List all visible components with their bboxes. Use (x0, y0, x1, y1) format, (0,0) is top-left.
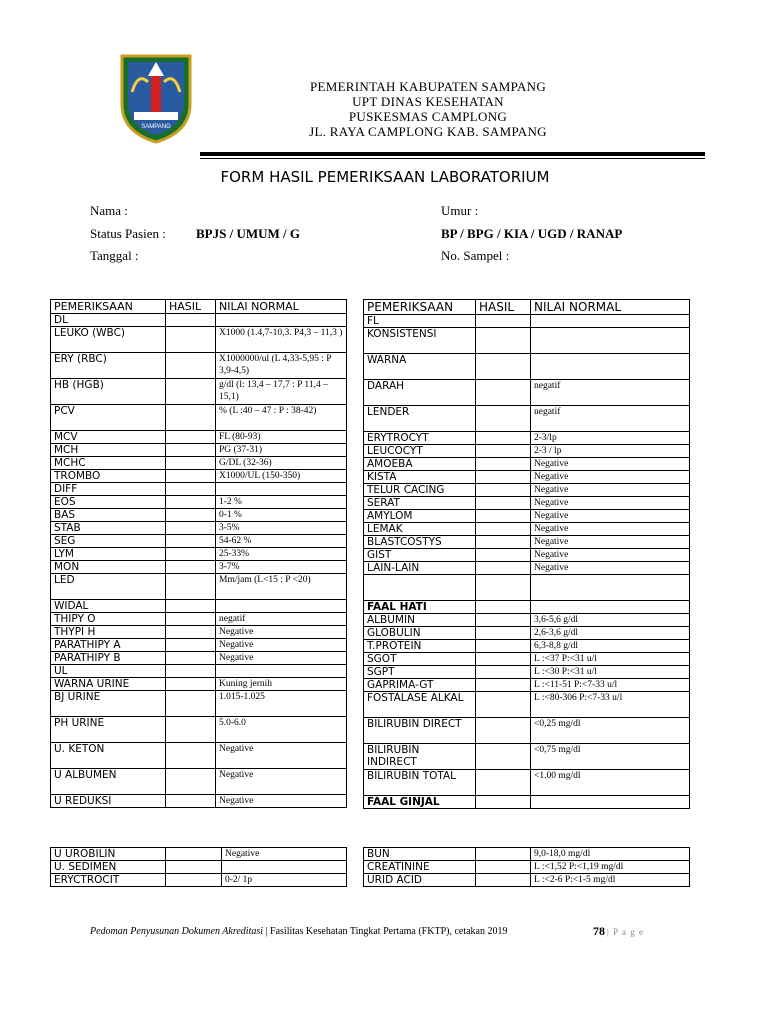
left-bottom-cell-pemeriksaan: U. SEDIMEN (51, 861, 166, 874)
left-table-cell-hasil[interactable] (166, 795, 216, 808)
right-table-cell-pemeriksaan: DARAH (364, 380, 476, 406)
left-table-cell-hasil[interactable] (166, 665, 216, 678)
right-table-cell-pemeriksaan: BILIRUBIN INDIRECT (364, 744, 476, 770)
right-table-cell-pemeriksaan: LEUCOCYT (364, 445, 476, 458)
left-table-cell-nilai-normal: X1000/UL (150-350) (216, 470, 347, 483)
right-table-cell-nilai-normal: L :<80-306 P:<7-33 u/l (531, 692, 690, 718)
left-table-row (51, 314, 347, 327)
left-table-cell-nilai-normal: 1.015-1.025 (216, 691, 347, 717)
left-table-cell-hasil[interactable] (166, 379, 216, 405)
left-table-row (51, 626, 347, 639)
right-table-cell-pemeriksaan: WARNA (364, 354, 476, 380)
right-table-row (364, 471, 690, 484)
left-table-cell-hasil[interactable] (166, 535, 216, 548)
left-table-cell-pemeriksaan: EOS (51, 496, 166, 509)
left-table-cell-hasil[interactable] (166, 314, 216, 327)
left-table-cell-hasil[interactable] (166, 405, 216, 431)
left-table-cell-pemeriksaan: ERY (RBC) (51, 353, 166, 379)
left-table-cell-nilai-normal: 54-62 % (216, 535, 347, 548)
field-status-value: BPJS / UMUM / G (196, 226, 300, 241)
left-table-cell-pemeriksaan: STAB (51, 522, 166, 535)
right-table-row (364, 796, 690, 809)
right-table-row (364, 718, 690, 744)
right-table-row (364, 627, 690, 640)
right-table-cell-nilai-normal: <0,75 mg/dl (531, 744, 690, 770)
left-table-cell-pemeriksaan: LYM (51, 548, 166, 561)
right-table-cell-nilai-normal (531, 796, 690, 809)
left-table-cell-nilai-normal: Negative (216, 652, 347, 665)
right-table-cell-nilai-normal: Negative (531, 484, 690, 497)
left-table-cell-pemeriksaan: LEUKO (WBC) (51, 327, 166, 353)
left-table-cell-nilai-normal: G/DL (32-36) (216, 457, 347, 470)
right-table-cell-hasil[interactable] (476, 627, 531, 640)
left-table-cell-nilai-normal (216, 665, 347, 678)
right-table-cell-nilai-normal: 2-3/lp (531, 432, 690, 445)
left-table-cell-hasil[interactable] (166, 613, 216, 626)
left-table-cell-nilai-normal (216, 483, 347, 496)
right-table-row (364, 744, 690, 770)
right-table-row (364, 640, 690, 653)
right-table-cell-hasil[interactable] (476, 549, 531, 562)
left-table-row (51, 535, 347, 548)
left-table-row (51, 379, 347, 405)
left-table-cell-pemeriksaan: DL (51, 314, 166, 327)
left-table-cell-hasil[interactable] (166, 600, 216, 613)
left-table-cell-pemeriksaan: MCH (51, 444, 166, 457)
right-table-header-pemeriksaan: PEMERIKSAAN (364, 300, 476, 315)
right-table-row (364, 536, 690, 549)
left-table-cell-pemeriksaan: PARATHIPY A (51, 639, 166, 652)
right-table-cell-hasil[interactable] (476, 744, 531, 770)
left-table-cell-hasil[interactable] (166, 457, 216, 470)
right-table-cell-pemeriksaan: FOSTALASE ALKAL (364, 692, 476, 718)
left-table-row (51, 470, 347, 483)
left-table-cell-nilai-normal: 5.0-6.0 (216, 717, 347, 743)
right-table-cell-hasil[interactable] (476, 380, 531, 406)
left-bottom-cell-hasil[interactable] (166, 848, 222, 861)
left-bottom-cell-nilai-normal: 0-2/ 1p (222, 874, 347, 887)
right-table-cell-hasil[interactable] (476, 653, 531, 666)
right-table-cell-hasil[interactable] (476, 770, 531, 796)
right-table-cell-hasil[interactable] (476, 536, 531, 549)
right-bottom-cell-hasil[interactable] (476, 848, 531, 861)
right-table-row (364, 523, 690, 536)
left-table-cell-nilai-normal: Negative (216, 795, 347, 808)
left-table-cell-hasil[interactable] (166, 639, 216, 652)
left-table-cell-pemeriksaan: LED (51, 574, 166, 600)
left-table-cell-pemeriksaan: TROMBO (51, 470, 166, 483)
right-table-cell-nilai-normal: 2,6-3,6 g/dl (531, 627, 690, 640)
right-table-cell-pemeriksaan: FAAL HATI (364, 601, 476, 614)
right-table-cell-nilai-normal: Negative (531, 549, 690, 562)
right-table-header-nilai-normal: NILAI NORMAL (531, 300, 690, 315)
left-table-cell-pemeriksaan: U. KETON (51, 743, 166, 769)
right-table-cell-pemeriksaan: BILIRUBIN DIRECT (364, 718, 476, 744)
right-table-cell-pemeriksaan: SERAT (364, 497, 476, 510)
right-bottom-cell-pemeriksaan: CREATININE (364, 861, 476, 874)
right-table-row (364, 497, 690, 510)
right-table-cell-hasil[interactable] (476, 796, 531, 809)
right-table-cell-nilai-normal: Negative (531, 510, 690, 523)
right-table-cell-pemeriksaan (364, 575, 476, 601)
form-title: FORM HASIL PEMERIKSAAN LABORATORIUM (220, 168, 550, 186)
left-table-row (51, 717, 347, 743)
left-table-row (51, 509, 347, 522)
right-table-cell-nilai-normal: L :<30 P:<31 u/l (531, 666, 690, 679)
left-table-cell-nilai-normal: X1000000/ul (L 4,33-5,95 : P 3,9-4,5) (216, 353, 347, 379)
left-table-cell-hasil[interactable] (166, 509, 216, 522)
header-line-3: PUSKESMAS CAMPLONG (348, 109, 508, 124)
field-poli: BP / BPG / KIA / UGD / RANAP (441, 226, 623, 241)
right-table-cell-nilai-normal: negatif (531, 380, 690, 406)
right-table-cell-nilai-normal: L :<11-51 P:<7-33 u/l (531, 679, 690, 692)
right-table-cell-nilai-normal: 6,3-8,8 g/dl (531, 640, 690, 653)
left-table-cell-hasil[interactable] (166, 483, 216, 496)
right-table-row (364, 614, 690, 627)
left-table-cell-pemeriksaan: UL (51, 665, 166, 678)
right-table-cell-pemeriksaan: SGPT (364, 666, 476, 679)
right-table-cell-nilai-normal: 2-3 / lp (531, 445, 690, 458)
left-table-cell-pemeriksaan: DIFF (51, 483, 166, 496)
right-table-cell-nilai-normal (531, 354, 690, 380)
left-table-header-row (51, 300, 347, 314)
right-table-row (364, 432, 690, 445)
left-table-row (51, 691, 347, 717)
left-bottom-cell-hasil[interactable] (166, 874, 222, 887)
right-table-row (364, 354, 690, 380)
right-table-cell-nilai-normal: Negative (531, 536, 690, 549)
left-table-cell-nilai-normal: Negative (216, 769, 347, 795)
page-label: | P a g e (607, 927, 644, 937)
left-table-cell-hasil[interactable] (166, 431, 216, 444)
right-table-row (364, 601, 690, 614)
right-table-row (364, 770, 690, 796)
right-bottom-row (364, 874, 690, 887)
left-table-row (51, 795, 347, 808)
right-table-row (364, 328, 690, 354)
left-table-cell-pemeriksaan: U ALBUMEN (51, 769, 166, 795)
left-table-cell-hasil[interactable] (166, 691, 216, 717)
left-table-cell-nilai-normal: g/dl (l: 13,4 – 17,7 : P 11,4 – 15,1) (216, 379, 347, 405)
right-table-cell-hasil[interactable] (476, 692, 531, 718)
left-table-row (51, 444, 347, 457)
lab-table-left-bottom (50, 847, 347, 887)
right-table-cell-pemeriksaan: GAPRIMA-GT (364, 679, 476, 692)
field-umur: Umur : (441, 203, 479, 218)
right-table-cell-nilai-normal: negatif (531, 406, 690, 432)
right-table-cell-pemeriksaan: FAAL GINJAL (364, 796, 476, 809)
left-bottom-cell-pemeriksaan: U UROBILIN (51, 848, 166, 861)
right-table-row (364, 575, 690, 601)
left-table-cell-hasil[interactable] (166, 327, 216, 353)
left-table-row (51, 431, 347, 444)
left-table-row (51, 652, 347, 665)
right-table-cell-nilai-normal: <1.00 mg/dl (531, 770, 690, 796)
left-table-cell-pemeriksaan: PH URINE (51, 717, 166, 743)
left-table-cell-hasil[interactable] (166, 678, 216, 691)
right-table-row (364, 549, 690, 562)
left-table-cell-hasil[interactable] (166, 717, 216, 743)
page-number: 78 (593, 924, 605, 938)
footer-italic: Pedoman Penyusunan Dokumen Akreditasi (90, 926, 264, 937)
right-table-cell-hasil[interactable] (476, 510, 531, 523)
left-table-row (51, 522, 347, 535)
right-table-cell-nilai-normal (531, 328, 690, 354)
right-table-cell-nilai-normal (531, 315, 690, 328)
lab-table-right-bottom (363, 847, 690, 887)
left-table-row (51, 405, 347, 431)
left-table-cell-nilai-normal: 0-1 % (216, 509, 347, 522)
right-table-cell-pemeriksaan: AMOEBA (364, 458, 476, 471)
right-bottom-row (364, 848, 690, 861)
left-table-row (51, 613, 347, 626)
right-table-cell-pemeriksaan: KONSISTENSI (364, 328, 476, 354)
right-table-cell-nilai-normal: Negative (531, 497, 690, 510)
left-table-header-hasil: HASIL (166, 300, 216, 314)
right-table-cell-hasil[interactable] (476, 601, 531, 614)
right-table-cell-pemeriksaan: LEMAK (364, 523, 476, 536)
right-table-cell-hasil[interactable] (476, 497, 531, 510)
right-table-cell-nilai-normal (531, 601, 690, 614)
left-bottom-cell-hasil[interactable] (166, 861, 222, 874)
left-table-cell-hasil[interactable] (166, 561, 216, 574)
right-table-row (364, 679, 690, 692)
field-tanggal: Tanggal : (90, 248, 139, 263)
field-no-sampel: No. Sampel : (441, 248, 510, 263)
right-table-row (364, 666, 690, 679)
right-table-cell-pemeriksaan: LENDER (364, 406, 476, 432)
footer-rest: | Fasilitas Kesehatan Tingkat Pertama (FKTP), cetakan 2019 (263, 926, 508, 937)
right-table-row (364, 653, 690, 666)
right-table-row (364, 445, 690, 458)
right-table-cell-hasil[interactable] (476, 328, 531, 354)
left-table-row (51, 600, 347, 613)
right-table-cell-hasil[interactable] (476, 458, 531, 471)
right-table-cell-nilai-normal: <0,25 mg/dl (531, 718, 690, 744)
left-table-cell-pemeriksaan: U REDUKSI (51, 795, 166, 808)
right-table-cell-nilai-normal: 3,6-5,6 g/dl (531, 614, 690, 627)
left-table-cell-nilai-normal: Kuning jernih (216, 678, 347, 691)
kabupaten-logo-emblem (118, 52, 194, 144)
left-table-cell-pemeriksaan: THIPY O (51, 613, 166, 626)
left-table-cell-hasil[interactable] (166, 626, 216, 639)
header-line-1: PEMERINTAH KABUPATEN SAMPANG (309, 79, 547, 94)
left-table-cell-pemeriksaan: MCHC (51, 457, 166, 470)
right-table-cell-nilai-normal: Negative (531, 458, 690, 471)
left-table-cell-nilai-normal: 1-2 % (216, 496, 347, 509)
right-table-cell-pemeriksaan: ERYTROCYT (364, 432, 476, 445)
page-footer (90, 926, 508, 937)
left-bottom-cell-nilai-normal (222, 861, 347, 874)
right-table-cell-pemeriksaan: BILIRUBIN TOTAL (364, 770, 476, 796)
left-table-cell-nilai-normal: Negative (216, 639, 347, 652)
left-table-cell-hasil[interactable] (166, 444, 216, 457)
left-bottom-row (51, 848, 347, 861)
left-table-row (51, 561, 347, 574)
left-table-cell-hasil[interactable] (166, 769, 216, 795)
right-bottom-row (364, 861, 690, 874)
left-table-cell-hasil[interactable] (166, 574, 216, 600)
field-status-label: Status Pasien : (90, 226, 166, 241)
right-table-cell-hasil[interactable] (476, 471, 531, 484)
right-table-cell-pemeriksaan: BLASTCOSTYS (364, 536, 476, 549)
lab-table-right (363, 299, 690, 809)
right-table-cell-nilai-normal: L :<37 P:<31 u/l (531, 653, 690, 666)
left-table-cell-nilai-normal: Negative (216, 626, 347, 639)
right-table-cell-hasil[interactable] (476, 718, 531, 744)
left-table-row (51, 665, 347, 678)
right-table-cell-pemeriksaan: KISTA (364, 471, 476, 484)
right-table-cell-pemeriksaan: ALBUMIN (364, 614, 476, 627)
header-line-2: UPT DINAS KESEHATAN (352, 94, 504, 109)
right-table-header-hasil: HASIL (476, 300, 531, 315)
right-table-cell-hasil[interactable] (476, 432, 531, 445)
left-table-cell-pemeriksaan: HB (HGB) (51, 379, 166, 405)
left-table-row (51, 548, 347, 561)
left-table-row (51, 639, 347, 652)
left-table-cell-hasil[interactable] (166, 743, 216, 769)
left-table-cell-hasil[interactable] (166, 652, 216, 665)
header-rule-thick (200, 152, 705, 156)
right-table-cell-pemeriksaan: SGOT (364, 653, 476, 666)
right-table-cell-hasil[interactable] (476, 640, 531, 653)
left-table-cell-hasil[interactable] (166, 522, 216, 535)
left-table-cell-hasil[interactable] (166, 353, 216, 379)
right-bottom-cell-hasil[interactable] (476, 861, 531, 874)
right-table-cell-hasil[interactable] (476, 562, 531, 575)
left-table-cell-pemeriksaan: BAS (51, 509, 166, 522)
right-table-header-row (364, 300, 690, 315)
left-bottom-row (51, 874, 347, 887)
left-table-cell-nilai-normal: 3-7% (216, 561, 347, 574)
left-table-row (51, 457, 347, 470)
left-table-cell-pemeriksaan: SEG (51, 535, 166, 548)
right-table-cell-hasil[interactable] (476, 484, 531, 497)
left-table-cell-pemeriksaan: WARNA URINE (51, 678, 166, 691)
left-table-cell-nilai-normal: Negative (216, 743, 347, 769)
right-table-cell-pemeriksaan: AMYLOM (364, 510, 476, 523)
left-table-row (51, 769, 347, 795)
right-table-cell-pemeriksaan: TELUR CACING (364, 484, 476, 497)
right-table-cell-hasil[interactable] (476, 445, 531, 458)
left-table-header-pemeriksaan: PEMERIKSAAN (51, 300, 166, 314)
left-table-cell-nilai-normal: X1000 (1.4,7-10,3. P4,3 – 11,3 ) (216, 327, 347, 353)
left-table-header-nilai-normal: NILAI NORMAL (216, 300, 347, 314)
left-table-cell-pemeriksaan: MCV (51, 431, 166, 444)
right-table-cell-hasil[interactable] (476, 406, 531, 432)
right-table-cell-nilai-normal: Negative (531, 471, 690, 484)
left-table-row (51, 496, 347, 509)
left-table-row (51, 327, 347, 353)
right-bottom-cell-pemeriksaan: BUN (364, 848, 476, 861)
right-table-cell-pemeriksaan: GLOBULIN (364, 627, 476, 640)
right-table-cell-pemeriksaan: LAIN-LAIN (364, 562, 476, 575)
left-table-cell-pemeriksaan: THYPI H (51, 626, 166, 639)
left-table-cell-pemeriksaan: MON (51, 561, 166, 574)
right-table-row (364, 562, 690, 575)
left-table-cell-nilai-normal (216, 314, 347, 327)
left-table-cell-pemeriksaan: WIDAL (51, 600, 166, 613)
right-table-cell-pemeriksaan: T.PROTEIN (364, 640, 476, 653)
right-table-cell-nilai-normal: Negative (531, 523, 690, 536)
right-bottom-cell-nilai-normal: L :<1,52 P:<1,19 mg/dl (531, 861, 690, 874)
right-table-row (364, 692, 690, 718)
right-table-cell-hasil[interactable] (476, 315, 531, 328)
left-table-row (51, 483, 347, 496)
right-bottom-cell-pemeriksaan: URID ACID (364, 874, 476, 887)
right-table-row (364, 406, 690, 432)
right-bottom-cell-hasil[interactable] (476, 874, 531, 887)
left-table-cell-nilai-normal: FL (80-93) (216, 431, 347, 444)
left-bottom-row (51, 861, 347, 874)
left-table-cell-nilai-normal: 3-5% (216, 522, 347, 535)
right-table-row (364, 484, 690, 497)
right-table-cell-hasil[interactable] (476, 666, 531, 679)
left-table-row (51, 353, 347, 379)
left-table-cell-pemeriksaan: PARATHIPY B (51, 652, 166, 665)
right-table-cell-hasil[interactable] (476, 575, 531, 601)
left-table-cell-nilai-normal: 25-33% (216, 548, 347, 561)
left-table-cell-pemeriksaan: BJ URINE (51, 691, 166, 717)
left-table-cell-nilai-normal: PG (37-31) (216, 444, 347, 457)
left-table-row (51, 678, 347, 691)
left-table-cell-hasil[interactable] (166, 470, 216, 483)
left-table-cell-pemeriksaan: PCV (51, 405, 166, 431)
right-table-cell-nilai-normal: Negative (531, 562, 690, 575)
left-table-row (51, 743, 347, 769)
right-table-cell-nilai-normal (531, 575, 690, 601)
right-bottom-cell-nilai-normal: L :<2-6 P:<1-5 mg/dl (531, 874, 690, 887)
left-table-cell-nilai-normal (216, 600, 347, 613)
header-rule-thin (200, 158, 705, 159)
right-table-cell-hasil[interactable] (476, 523, 531, 536)
left-table-cell-nilai-normal: negatif (216, 613, 347, 626)
left-table-row (51, 574, 347, 600)
right-table-cell-hasil[interactable] (476, 679, 531, 692)
left-bottom-cell-nilai-normal: Negative (222, 848, 347, 861)
left-table-cell-nilai-normal: % (L :40 – 47 : P : 38-42) (216, 405, 347, 431)
lab-table-left (50, 299, 347, 808)
left-table-cell-hasil[interactable] (166, 496, 216, 509)
right-bottom-cell-nilai-normal: 9,0-18,0 mg/dl (531, 848, 690, 861)
logo-text: SAMPANG (141, 124, 171, 130)
field-nama: Nama : (90, 203, 128, 218)
right-table-row (364, 315, 690, 328)
right-table-cell-hasil[interactable] (476, 354, 531, 380)
right-table-cell-pemeriksaan: FL (364, 315, 476, 328)
right-table-cell-pemeriksaan: GIST (364, 549, 476, 562)
header-line-4: JL. RAYA CAMPLONG KAB. SAMPANG (309, 124, 547, 139)
right-table-row (364, 510, 690, 523)
right-table-cell-hasil[interactable] (476, 614, 531, 627)
left-table-cell-nilai-normal: Mm/jam (L<15 : P <20) (216, 574, 347, 600)
right-table-row (364, 458, 690, 471)
left-bottom-cell-pemeriksaan: ERYCTROCIT (51, 874, 166, 887)
right-table-row (364, 380, 690, 406)
left-table-cell-hasil[interactable] (166, 548, 216, 561)
